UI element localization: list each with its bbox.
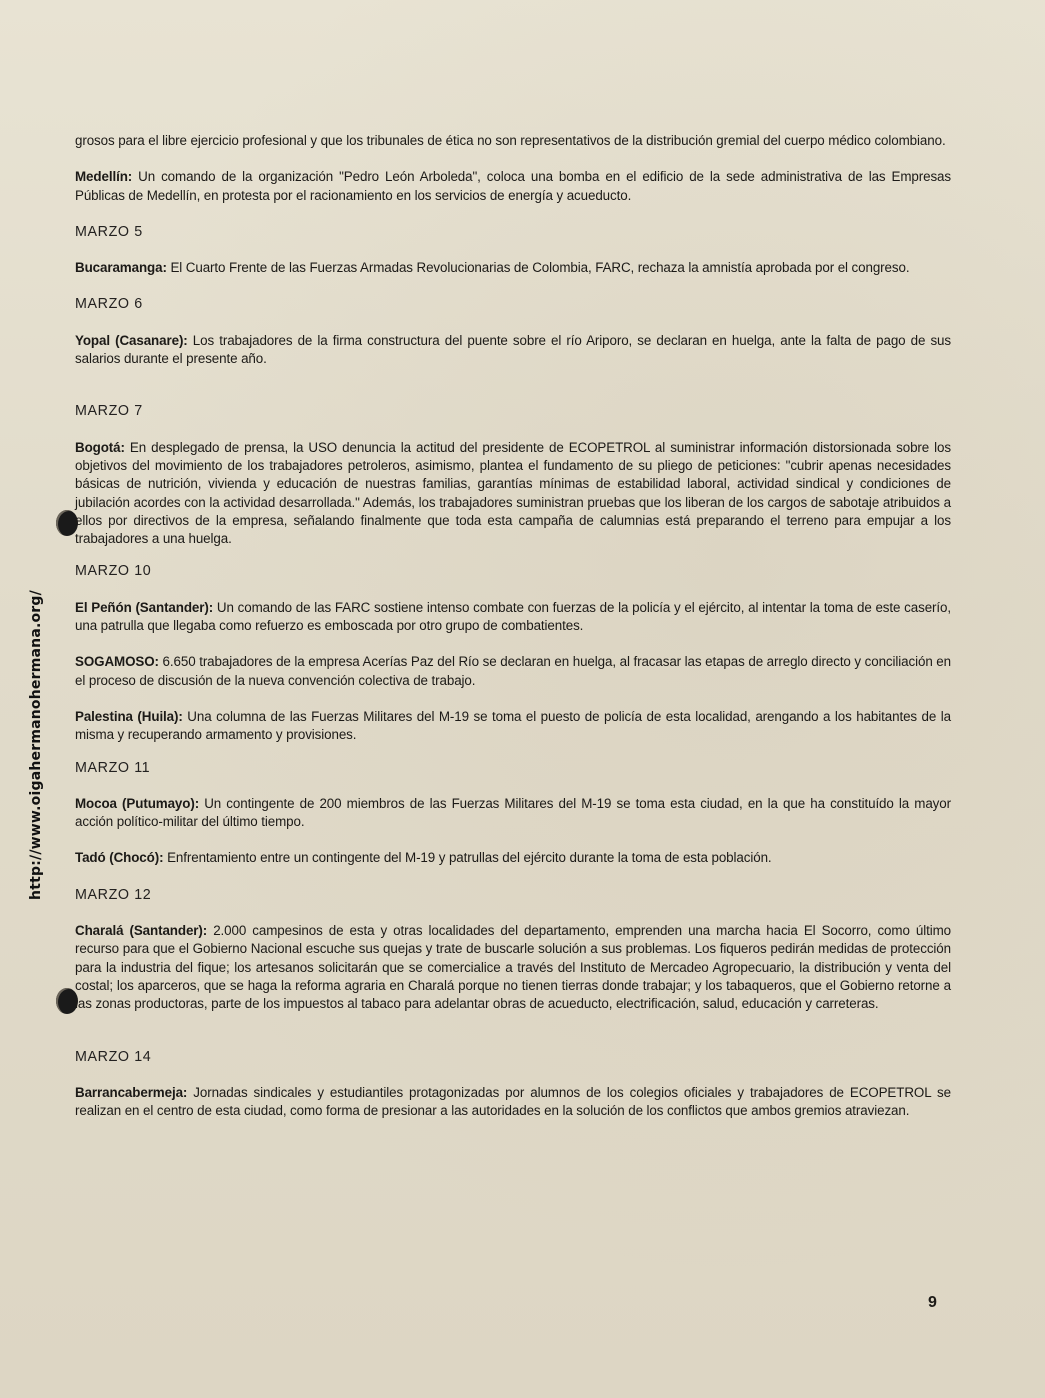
paragraph-tado	[75, 849, 951, 867]
paragraph-mocoa	[75, 795, 951, 832]
place-name: Tadó (Chocó):	[75, 850, 164, 866]
date-heading-marzo-12: MARZO 12	[75, 886, 152, 903]
place-name: Medellín:	[75, 169, 133, 185]
paragraph-sogamoso	[75, 653, 951, 690]
side-url-watermark	[22, 585, 50, 905]
place-name: SOGAMOSO:	[75, 654, 159, 670]
paragraph-bucaramanga	[75, 259, 951, 277]
paragraph-text: Un contingente de 200 miembros de las Fuerzas Militares del M-19 se toma esta ciudad, en la que ha constituído la mayor acción político-militar del último tiempo.	[75, 795, 951, 830]
place-name: El Peñón (Santander):	[75, 599, 214, 615]
paragraph-text: Una columna de las Fuerzas Militares del M-19 se toma el puesto de policía de esta localidad, arengando a los habitantes de la misma y recuperando armamento y provisiones.	[75, 708, 951, 743]
paragraph-text: Enfrentamiento entre un contingente del M-19 y patrullas del ejército durante la toma de esta población.	[163, 850, 772, 866]
date-heading-marzo-5: MARZO 5	[75, 223, 143, 240]
date-heading-marzo-6: MARZO 6	[75, 296, 143, 313]
place-name: Bogotá:	[75, 439, 125, 455]
page-number: 9	[928, 1294, 937, 1311]
paragraph-text: Los trabajadores de la firma constructura del puente sobre el río Ariporo, se declaran en huelga, ante la falta de pago de sus salarios durante el presente año.	[75, 332, 951, 367]
place-name: Yopal (Casanare):	[75, 332, 188, 348]
paragraph-text: Un comando de la organización "Pedro León Arboleda", coloca una bomba en el edificio de la sede administrativa de las Empresas Públicas de Medellín, en protesta por el racionamiento en los servicios de energía y acueducto.	[75, 169, 951, 203]
paragraph-barrancabermeja	[75, 1084, 951, 1121]
place-name: Palestina (Huila):	[75, 708, 183, 724]
paragraph-bogota	[75, 439, 951, 549]
side-url-text: http://www.oigahermanohermana.org/	[28, 590, 45, 900]
date-heading-marzo-7: MARZO 7	[75, 403, 143, 420]
paragraph-text: Jornadas sindicales y estudiantiles protagonizadas por alumnos de los colegios oficiales y trabajadores de ECOPETROL se realizan en el centro de esta ciudad, como forma de presionar a las autoridades en la solución de los conflictos que ambos gremios atraviezan.	[75, 1084, 951, 1119]
paragraph-yopal	[75, 332, 951, 369]
paragraph-text: Un comando de las FARC sostiene intenso combate con fuerzas de la policía y el ejército, al intentar la toma de este caserío, una patrulla que llegaba como refuerzo es emboscada por otro grupo de combatientes.	[75, 599, 951, 634]
paragraph-text: grosos para el libre ejercicio profesional y que los tribunales de ética no son representativos de la distribución gremial del cuerpo médico colombiano.	[75, 133, 946, 148]
paragraph-text: En desplegado de prensa, la USO denuncia la actitud del presidente de ECOPETROL al suministrar información distorsionada sobre los objetivos del movimiento de los trabajadores petroleros, asimismo, plantea el fundamento de su pliego de peticiones: "cubrir apenas necesidades básicas de nutrición, vivienda y educación de nuestras familias, garantías mínimas de estabilidad laboral, actividad sindical y condiciones de jubilación acordes con la actividad desarrollada." Además, los trabajadores suministran pruebas que los liberan de los cargos de sabotaje atribuidos a ellos por directivos de la empresa, señalando finalmente que toda esta campaña de calumnias está preparando el terreno para empujar a los trabajadores a una huelga.	[75, 439, 951, 547]
paragraph-palestina	[75, 708, 951, 745]
paragraph-text: El Cuarto Frente de las Fuerzas Armadas Revolucionarias de Colombia, FARC, rechaza la amnistía aprobada por el congreso.	[166, 260, 910, 276]
paragraph-text: 2.000 campesinos de esta y otras localidades del departamento, emprenden una marcha hacia El Socorro, como último recurso para que el Gobierno Nacional escuche sus quejas y trate de buscarle solución a sus problemas. Los fiqueros pedirán medidas de protección para la industria del fique; los artesanos solicitarán que se comercialice a través del Instituto de Mercadeo Agropecuario, la distribución y venta del costal; los aparceros, que se haga la reforma agraria en Charalá porque no tienen tierras donde trabajar; y los tabaqueros, que el Gobierno retorne a las zonas productoras, parte de los impuestos al tabaco para adelantar obras de acueducto, electrificación, salud, educación y carreteras.	[75, 923, 951, 1012]
paragraph-charala	[75, 922, 951, 1013]
paragraph-medellin	[75, 168, 951, 205]
date-heading-marzo-10: MARZO 10	[75, 563, 152, 580]
place-name: Charalá (Santander):	[75, 923, 208, 939]
paragraph-intro	[75, 132, 951, 150]
paragraph-el-penon	[75, 599, 951, 636]
paragraph-text: 6.650 trabajadores de la empresa Acerías Paz del Río se declaran en huelga, al fracasar las etapas de arreglo directo y conciliación en el proceso de discusión de la nueva convención colectiva de trabajo.	[75, 654, 951, 688]
place-name: Bucaramanga:	[75, 260, 167, 276]
date-heading-marzo-11: MARZO 11	[75, 759, 151, 776]
date-heading-marzo-14: MARZO 14	[75, 1048, 152, 1065]
chronology-text	[75, 132, 951, 1120]
place-name: Barrancabermeja:	[75, 1084, 188, 1100]
place-name: Mocoa (Putumayo):	[75, 795, 200, 811]
